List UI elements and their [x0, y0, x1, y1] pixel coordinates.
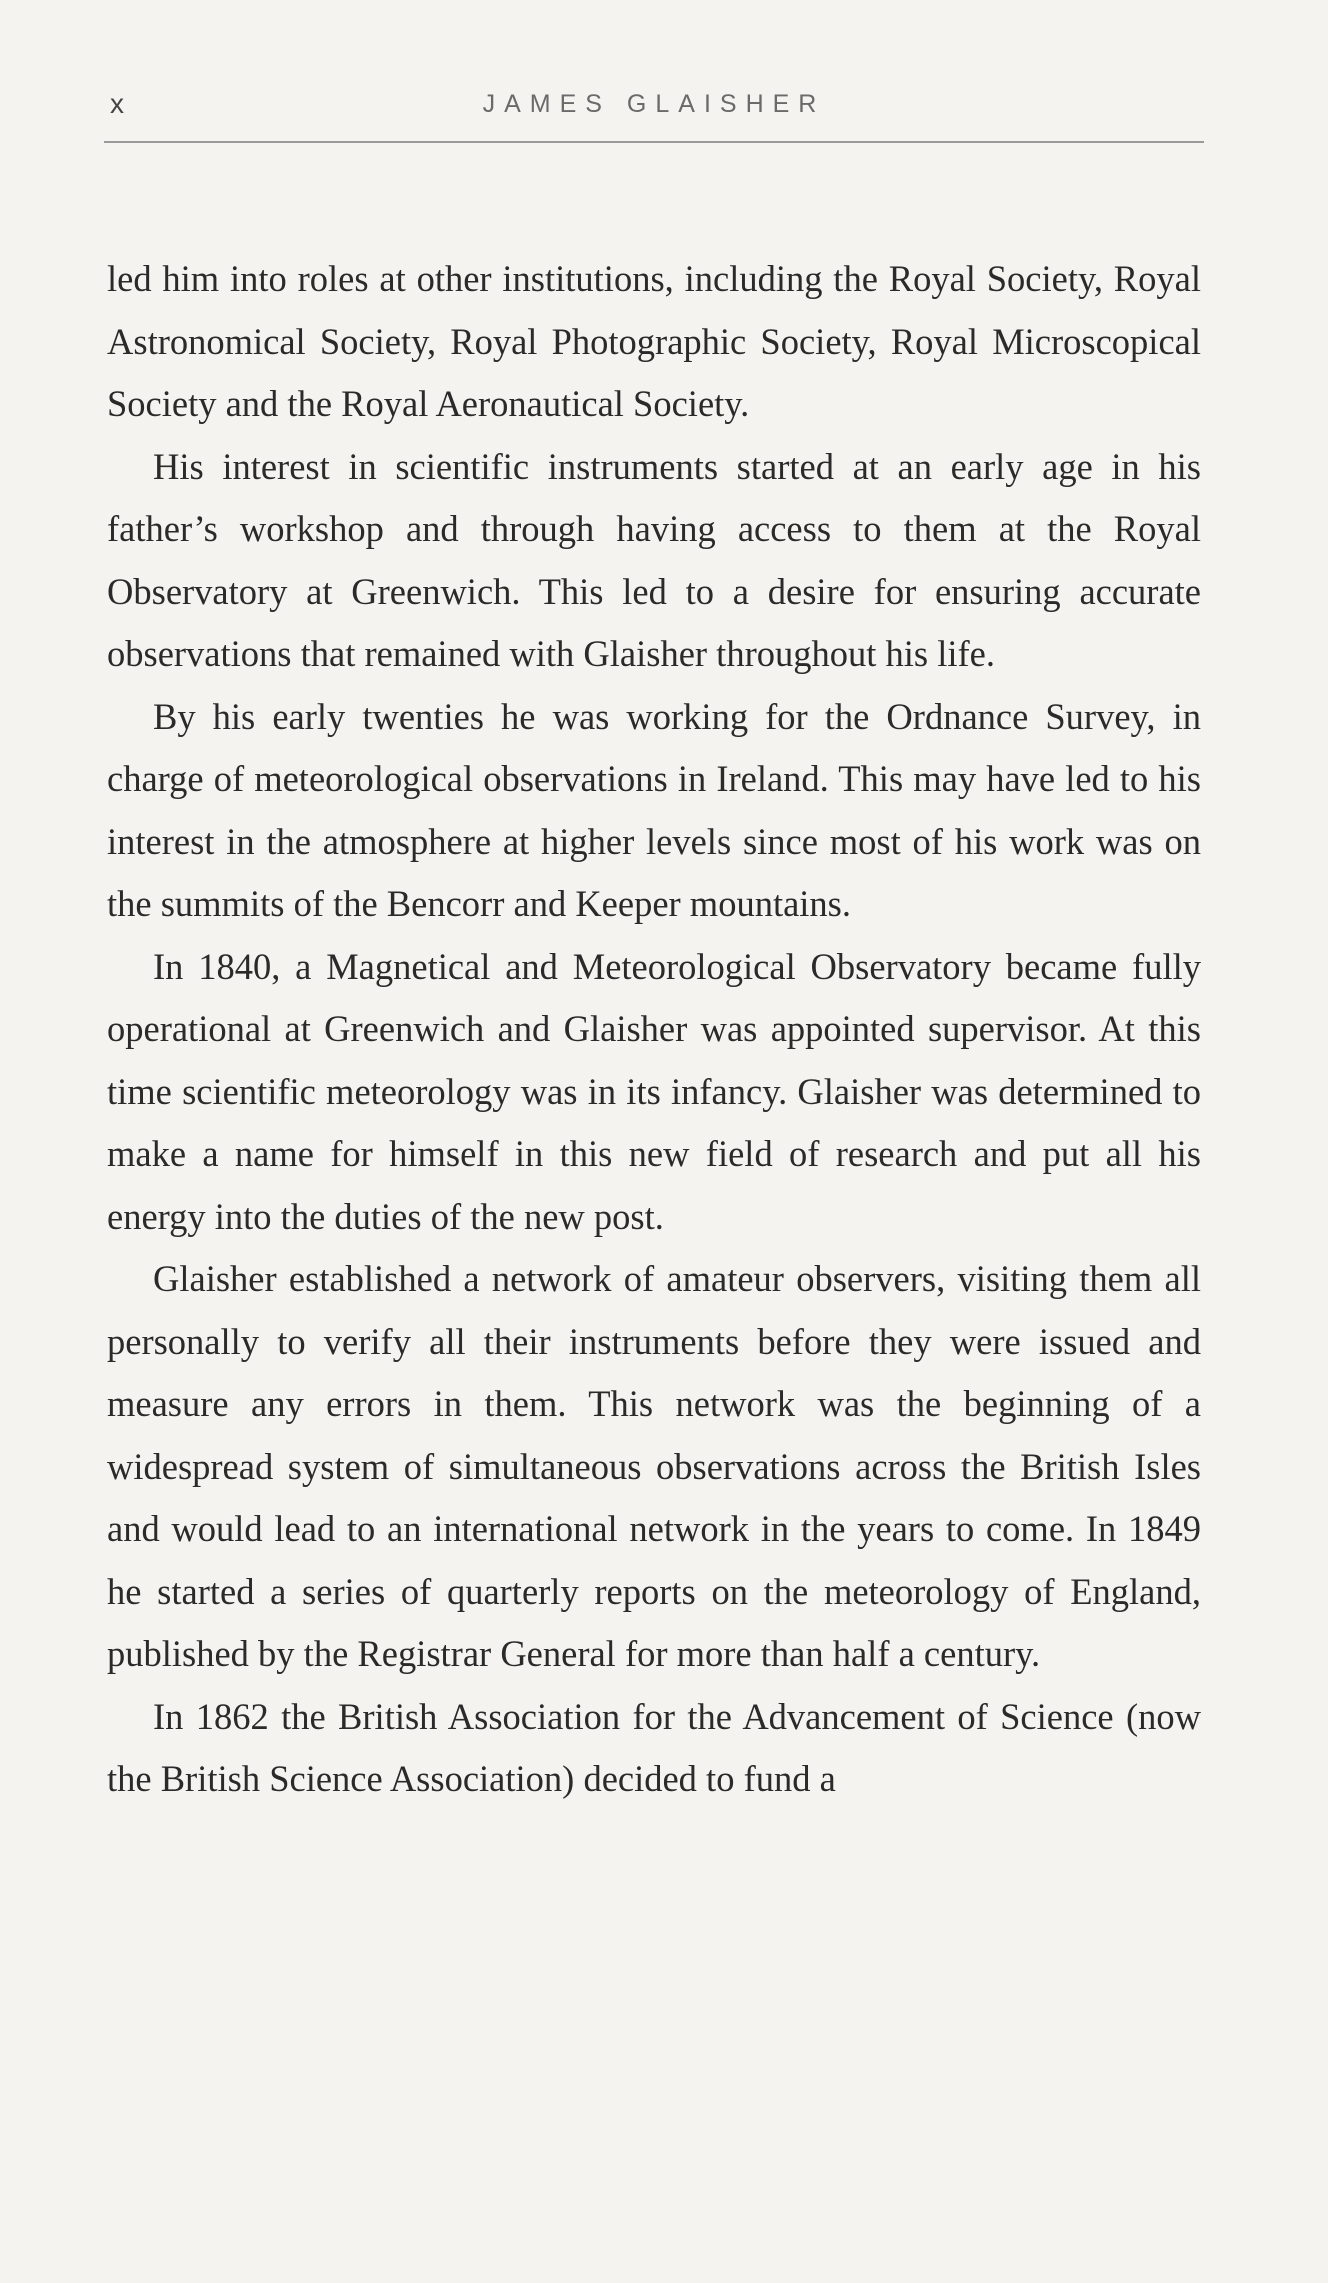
running-head-title: JAMES GLAISHER [482, 90, 826, 118]
header-rule [104, 141, 1204, 143]
body-text [107, 248, 1201, 1811]
paragraph: By his early twenties he was working for the Ordnance Survey, in charge of meteorological observations in Ireland. This may have led to his interest in the atmosphere at higher levels since most of his work was on the summits of the Bencorr and Keeper mountains. [107, 695, 1201, 924]
page-number: x [110, 88, 125, 119]
running-head [104, 88, 1204, 128]
paragraph-continued: led him into roles at other institutions, including the Royal Society, Royal Astronomical Society, Royal Photographic Society, Royal Microscopical Society and the Royal Aeronautical Society. [107, 258, 1201, 424]
paragraph: In 1840, a Magnetical and Meteorological Observatory became fully operational at Greenwich and Glaisher was appointed supervisor. At this time scientific meteorology was in its infancy. Glaisher was determined to make a name for himself in this new field of research and put all his energy into the duties of the new post. [107, 945, 1201, 1237]
paragraph: Glaisher established a network of amateur observers, visiting them all personally to verify all their instruments before they were issued and measure any errors in them. This network was the beginning of a widespread system of simultaneous observations across the British Isles and would lead to an international network in the years to come. In 1849 he started a series of quarterly reports on the meteorology of England, published by the Registrar General for more than half a century. [107, 1258, 1201, 1674]
paragraph: His interest in scientific instruments started at an early age in his father’s workshop and through having access to them at the Royal Observatory at Greenwich. This led to a desire for ensuring accurate observations that remained with Glaisher throughout his life. [107, 445, 1201, 674]
paragraph: In 1862 the British Association for the Advancement of Science (now the British Science Association) decided to fund a [107, 1695, 1201, 1799]
